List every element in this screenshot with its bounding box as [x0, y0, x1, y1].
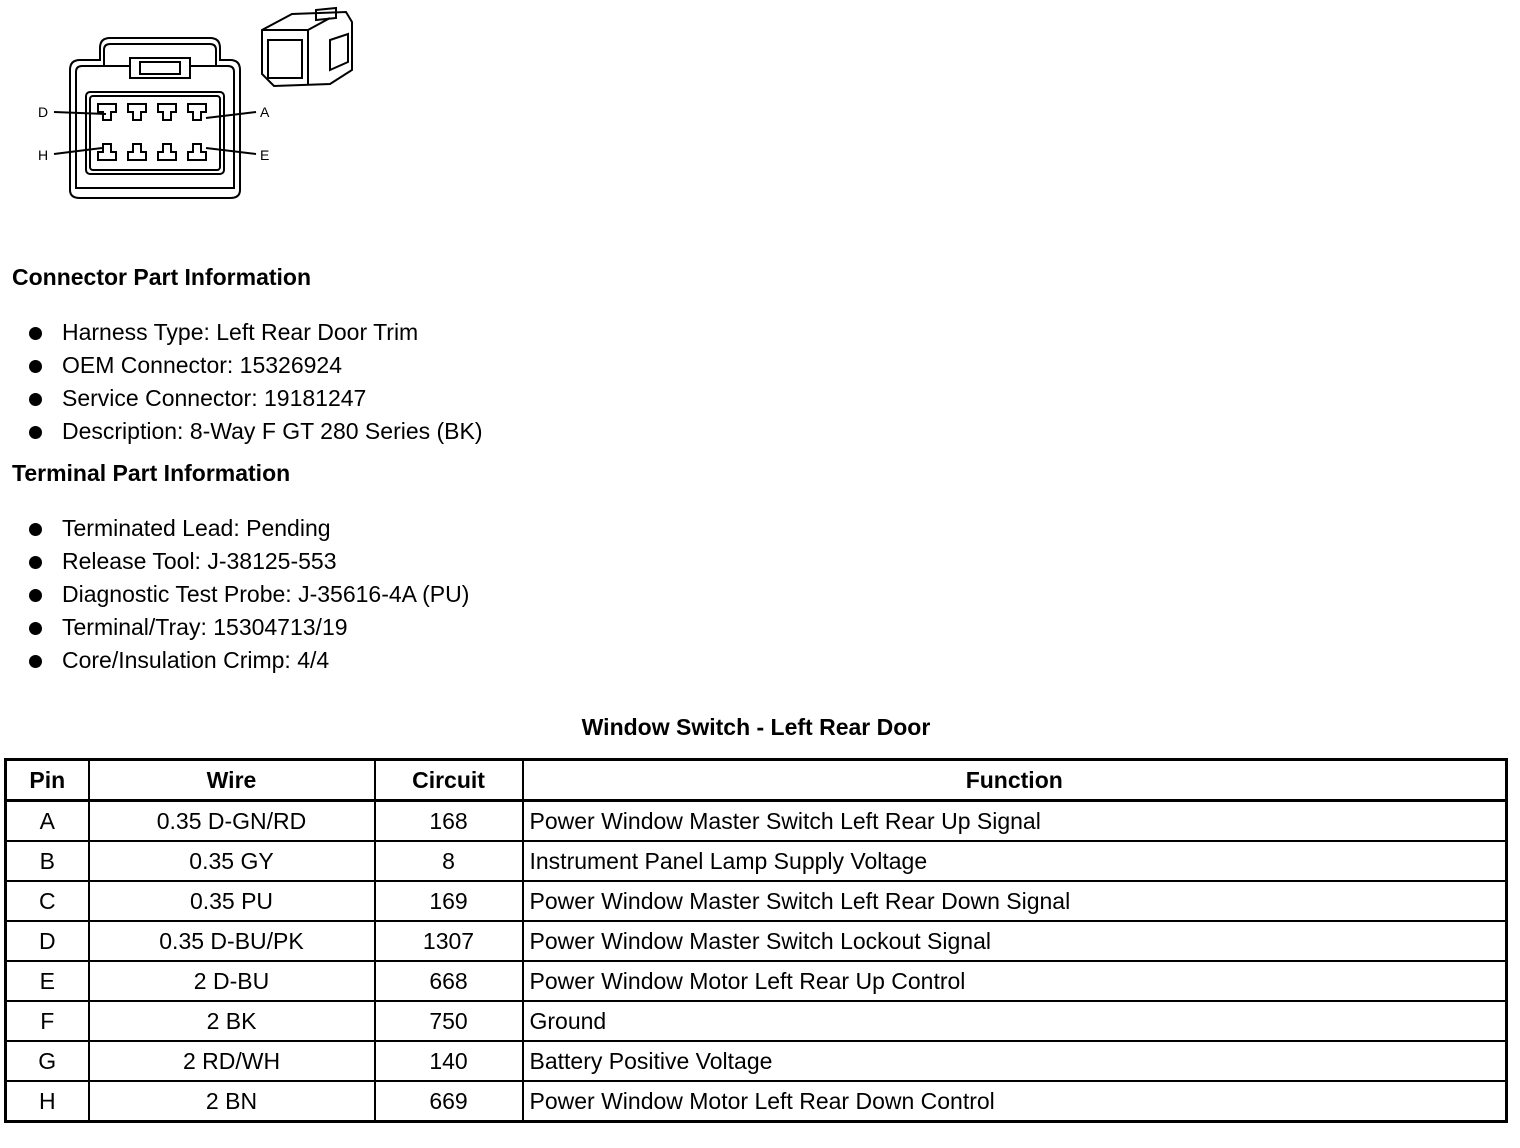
list-item: Description: 8-Way F GT 280 Series (BK) [26, 415, 483, 448]
list-item: Diagnostic Test Probe: J-35616-4A (PU) [26, 578, 469, 611]
cell-wire: 0.35 PU [89, 881, 375, 921]
table-title: Window Switch - Left Rear Door [581, 714, 931, 740]
cell-function: Battery Positive Voltage [523, 1041, 1507, 1081]
cell-pin: A [6, 801, 89, 842]
cell-circuit: 140 [375, 1041, 523, 1081]
table-row [6, 1081, 1507, 1122]
pin-label-d: D [38, 104, 49, 120]
cell-function: Power Window Master Switch Left Rear Up Signal [523, 801, 1507, 842]
header-wire: Wire [89, 760, 375, 801]
header-circuit: Circuit [375, 760, 523, 801]
bullet-icon [29, 523, 42, 536]
cell-pin: B [6, 841, 89, 881]
cell-wire: 0.35 GY [89, 841, 375, 881]
cell-circuit: 750 [375, 1001, 523, 1041]
list-item: OEM Connector: 15326924 [26, 349, 483, 382]
cell-wire: 2 BK [89, 1001, 375, 1041]
table-row [6, 921, 1507, 961]
bullet-icon [29, 327, 42, 340]
cell-function: Power Window Master Switch Lockout Signal [523, 921, 1507, 961]
bullet-icon [29, 655, 42, 668]
bullet-icon [29, 426, 42, 439]
pinout-table [4, 758, 1508, 1123]
connector-section-title: Connector Part Information [12, 264, 312, 290]
table-row [6, 881, 1507, 921]
cell-circuit: 669 [375, 1081, 523, 1122]
cell-circuit: 168 [375, 801, 523, 842]
cell-circuit: 668 [375, 961, 523, 1001]
pin-label-h: H [38, 147, 49, 163]
connector-info-list [26, 316, 483, 448]
cell-circuit: 1307 [375, 921, 523, 961]
cell-function: Ground [523, 1001, 1507, 1041]
list-item: Harness Type: Left Rear Door Trim [26, 316, 483, 349]
cell-function: Instrument Panel Lamp Supply Voltage [523, 841, 1507, 881]
bullet-icon [29, 622, 42, 635]
cell-wire: 0.35 D-BU/PK [89, 921, 375, 961]
cell-wire: 2 BN [89, 1081, 375, 1122]
list-item: Core/Insulation Crimp: 4/4 [26, 644, 469, 677]
table-row [6, 841, 1507, 881]
cell-wire: 0.35 D-GN/RD [89, 801, 375, 842]
bullet-icon [29, 589, 42, 602]
cell-pin: E [6, 961, 89, 1001]
cell-function: Power Window Master Switch Left Rear Down Signal [523, 881, 1507, 921]
cell-wire: 2 RD/WH [89, 1041, 375, 1081]
pin-label-a: A [260, 104, 270, 120]
bullet-icon [29, 393, 42, 406]
connector-face-diagram [30, 0, 370, 200]
cell-function: Power Window Motor Left Rear Down Control [523, 1081, 1507, 1122]
table-row [6, 1041, 1507, 1081]
list-item: Release Tool: J-38125-553 [26, 545, 469, 578]
header-pin: Pin [6, 760, 89, 801]
bullet-icon [29, 556, 42, 569]
list-item: Terminated Lead: Pending [26, 512, 469, 545]
cell-pin: H [6, 1081, 89, 1122]
header-function: Function [523, 760, 1507, 801]
bullet-icon [29, 360, 42, 373]
cell-circuit: 169 [375, 881, 523, 921]
list-item: Terminal/Tray: 15304713/19 [26, 611, 469, 644]
cell-pin: C [6, 881, 89, 921]
table-row [6, 801, 1507, 842]
table-row [6, 1001, 1507, 1041]
terminal-section-title: Terminal Part Information [12, 460, 291, 486]
terminal-info-list [26, 512, 469, 677]
cell-pin: G [6, 1041, 89, 1081]
cell-pin: D [6, 921, 89, 961]
pin-label-e: E [260, 147, 270, 163]
table-row [6, 961, 1507, 1001]
cell-function: Power Window Motor Left Rear Up Control [523, 961, 1507, 1001]
cell-wire: 2 D-BU [89, 961, 375, 1001]
cell-circuit: 8 [375, 841, 523, 881]
table-header-row [6, 760, 1507, 801]
list-item: Service Connector: 19181247 [26, 382, 483, 415]
cell-pin: F [6, 1001, 89, 1041]
